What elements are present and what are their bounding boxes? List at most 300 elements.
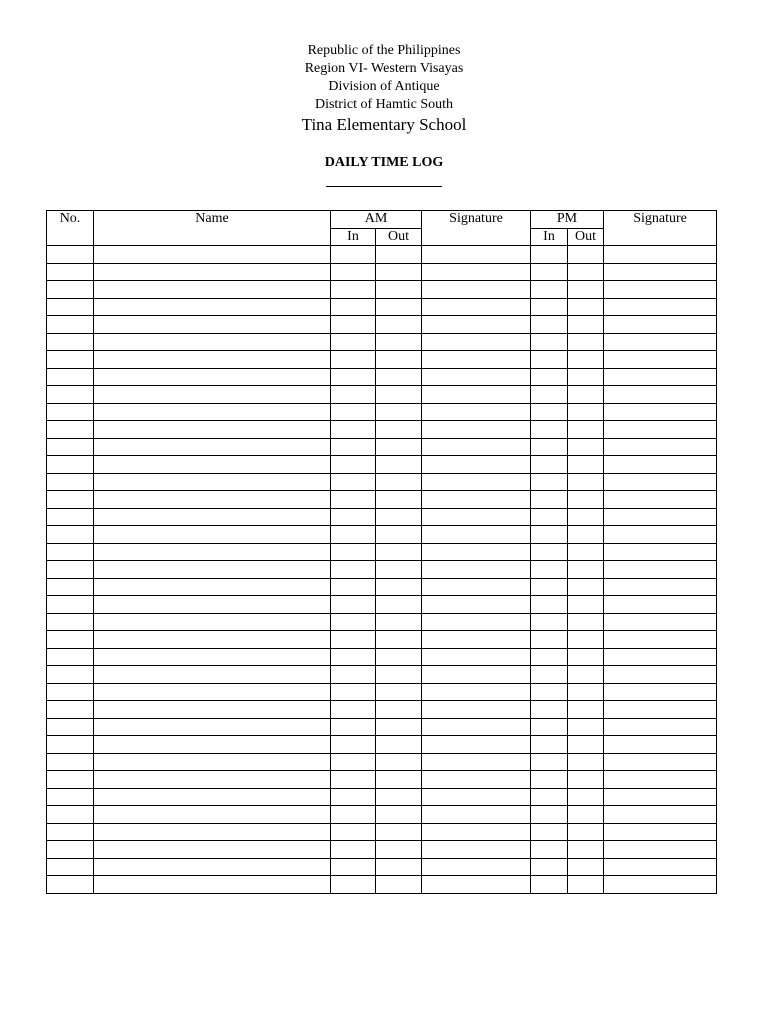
cell-am-in[interactable] — [331, 386, 376, 404]
cell-no[interactable] — [47, 316, 94, 334]
cell-name[interactable] — [94, 613, 331, 631]
cell-signature-am[interactable] — [422, 736, 531, 754]
cell-pm-in[interactable] — [531, 281, 568, 299]
cell-name[interactable] — [94, 753, 331, 771]
cell-signature-am[interactable] — [422, 666, 531, 684]
cell-pm-out[interactable] — [568, 403, 604, 421]
cell-signature-am[interactable] — [422, 281, 531, 299]
cell-signature-am[interactable] — [422, 806, 531, 824]
cell-name[interactable] — [94, 683, 331, 701]
cell-pm-in[interactable] — [531, 298, 568, 316]
cell-signature-pm[interactable] — [604, 876, 717, 894]
cell-signature-pm[interactable] — [604, 333, 717, 351]
cell-name[interactable] — [94, 421, 331, 439]
cell-no[interactable] — [47, 858, 94, 876]
cell-am-in[interactable] — [331, 753, 376, 771]
cell-am-out[interactable] — [376, 683, 422, 701]
cell-signature-pm[interactable] — [604, 421, 717, 439]
cell-signature-am[interactable] — [422, 841, 531, 859]
cell-signature-am[interactable] — [422, 648, 531, 666]
cell-pm-out[interactable] — [568, 543, 604, 561]
cell-pm-in[interactable] — [531, 788, 568, 806]
cell-signature-am[interactable] — [422, 683, 531, 701]
cell-pm-out[interactable] — [568, 421, 604, 439]
cell-pm-out[interactable] — [568, 683, 604, 701]
cell-signature-am[interactable] — [422, 718, 531, 736]
cell-name[interactable] — [94, 508, 331, 526]
cell-signature-pm[interactable] — [604, 858, 717, 876]
cell-am-out[interactable] — [376, 386, 422, 404]
cell-name[interactable] — [94, 561, 331, 579]
cell-name[interactable] — [94, 806, 331, 824]
cell-am-in[interactable] — [331, 858, 376, 876]
cell-name[interactable] — [94, 648, 331, 666]
cell-signature-am[interactable] — [422, 298, 531, 316]
cell-am-out[interactable] — [376, 368, 422, 386]
cell-pm-in[interactable] — [531, 316, 568, 334]
cell-am-in[interactable] — [331, 351, 376, 369]
cell-pm-in[interactable] — [531, 683, 568, 701]
cell-pm-in[interactable] — [531, 841, 568, 859]
cell-pm-out[interactable] — [568, 561, 604, 579]
cell-no[interactable] — [47, 526, 94, 544]
cell-am-in[interactable] — [331, 876, 376, 894]
cell-name[interactable] — [94, 333, 331, 351]
cell-signature-pm[interactable] — [604, 456, 717, 474]
cell-am-in[interactable] — [331, 823, 376, 841]
cell-am-out[interactable] — [376, 508, 422, 526]
cell-am-in[interactable] — [331, 578, 376, 596]
cell-signature-am[interactable] — [422, 263, 531, 281]
cell-no[interactable] — [47, 841, 94, 859]
cell-am-out[interactable] — [376, 771, 422, 789]
cell-signature-am[interactable] — [422, 491, 531, 509]
cell-am-out[interactable] — [376, 823, 422, 841]
cell-pm-out[interactable] — [568, 438, 604, 456]
cell-am-in[interactable] — [331, 421, 376, 439]
cell-name[interactable] — [94, 596, 331, 614]
cell-no[interactable] — [47, 351, 94, 369]
cell-am-in[interactable] — [331, 841, 376, 859]
cell-pm-out[interactable] — [568, 316, 604, 334]
cell-name[interactable] — [94, 246, 331, 264]
cell-am-in[interactable] — [331, 701, 376, 719]
cell-no[interactable] — [47, 543, 94, 561]
cell-no[interactable] — [47, 281, 94, 299]
cell-pm-out[interactable] — [568, 631, 604, 649]
cell-no[interactable] — [47, 666, 94, 684]
cell-am-out[interactable] — [376, 858, 422, 876]
cell-am-out[interactable] — [376, 456, 422, 474]
cell-pm-out[interactable] — [568, 666, 604, 684]
cell-name[interactable] — [94, 263, 331, 281]
cell-signature-pm[interactable] — [604, 473, 717, 491]
cell-signature-am[interactable] — [422, 701, 531, 719]
cell-pm-in[interactable] — [531, 858, 568, 876]
cell-signature-pm[interactable] — [604, 263, 717, 281]
cell-pm-out[interactable] — [568, 823, 604, 841]
cell-am-in[interactable] — [331, 596, 376, 614]
date-blank-line[interactable] — [326, 186, 442, 187]
cell-pm-in[interactable] — [531, 368, 568, 386]
cell-signature-pm[interactable] — [604, 386, 717, 404]
cell-am-out[interactable] — [376, 263, 422, 281]
cell-signature-pm[interactable] — [604, 368, 717, 386]
cell-pm-in[interactable] — [531, 718, 568, 736]
cell-pm-in[interactable] — [531, 613, 568, 631]
cell-signature-am[interactable] — [422, 316, 531, 334]
cell-signature-pm[interactable] — [604, 753, 717, 771]
cell-am-in[interactable] — [331, 543, 376, 561]
table-row — [47, 351, 717, 369]
cell-no[interactable] — [47, 263, 94, 281]
cell-signature-pm[interactable] — [604, 736, 717, 754]
cell-no[interactable] — [47, 753, 94, 771]
cell-pm-out[interactable] — [568, 648, 604, 666]
cell-am-in[interactable] — [331, 246, 376, 264]
cell-pm-out[interactable] — [568, 386, 604, 404]
cell-signature-am[interactable] — [422, 403, 531, 421]
cell-am-out[interactable] — [376, 753, 422, 771]
cell-pm-out[interactable] — [568, 613, 604, 631]
cell-no[interactable] — [47, 578, 94, 596]
cell-am-out[interactable] — [376, 351, 422, 369]
cell-signature-pm[interactable] — [604, 561, 717, 579]
cell-am-in[interactable] — [331, 613, 376, 631]
cell-name[interactable] — [94, 403, 331, 421]
cell-am-in[interactable] — [331, 333, 376, 351]
cell-name[interactable] — [94, 876, 331, 894]
cell-signature-pm[interactable] — [604, 683, 717, 701]
cell-signature-am[interactable] — [422, 508, 531, 526]
cell-am-in[interactable] — [331, 491, 376, 509]
cell-pm-out[interactable] — [568, 876, 604, 894]
cell-signature-am[interactable] — [422, 526, 531, 544]
cell-pm-in[interactable] — [531, 631, 568, 649]
cell-pm-in[interactable] — [531, 263, 568, 281]
cell-pm-out[interactable] — [568, 333, 604, 351]
cell-pm-out[interactable] — [568, 491, 604, 509]
cell-am-out[interactable] — [376, 841, 422, 859]
cell-signature-pm[interactable] — [604, 771, 717, 789]
cell-am-out[interactable] — [376, 316, 422, 334]
cell-signature-pm[interactable] — [604, 701, 717, 719]
cell-signature-am[interactable] — [422, 771, 531, 789]
cell-am-in[interactable] — [331, 788, 376, 806]
cell-name[interactable] — [94, 666, 331, 684]
cell-pm-out[interactable] — [568, 736, 604, 754]
cell-name[interactable] — [94, 736, 331, 754]
cell-pm-in[interactable] — [531, 508, 568, 526]
cell-signature-pm[interactable] — [604, 281, 717, 299]
cell-pm-out[interactable] — [568, 718, 604, 736]
cell-pm-out[interactable] — [568, 858, 604, 876]
cell-am-in[interactable] — [331, 403, 376, 421]
cell-pm-out[interactable] — [568, 771, 604, 789]
cell-signature-am[interactable] — [422, 561, 531, 579]
cell-am-out[interactable] — [376, 403, 422, 421]
cell-no[interactable] — [47, 333, 94, 351]
cell-signature-pm[interactable] — [604, 316, 717, 334]
cell-am-in[interactable] — [331, 473, 376, 491]
cell-am-out[interactable] — [376, 648, 422, 666]
cell-name[interactable] — [94, 491, 331, 509]
cell-pm-in[interactable] — [531, 403, 568, 421]
cell-no[interactable] — [47, 386, 94, 404]
cell-am-in[interactable] — [331, 298, 376, 316]
cell-pm-out[interactable] — [568, 788, 604, 806]
cell-am-in[interactable] — [331, 771, 376, 789]
cell-pm-out[interactable] — [568, 596, 604, 614]
cell-signature-pm[interactable] — [604, 578, 717, 596]
cell-am-out[interactable] — [376, 701, 422, 719]
table-row — [47, 508, 717, 526]
cell-pm-in[interactable] — [531, 876, 568, 894]
cell-signature-am[interactable] — [422, 578, 531, 596]
cell-pm-in[interactable] — [531, 333, 568, 351]
cell-pm-out[interactable] — [568, 246, 604, 264]
cell-signature-am[interactable] — [422, 368, 531, 386]
cell-name[interactable] — [94, 823, 331, 841]
cell-am-in[interactable] — [331, 561, 376, 579]
cell-pm-in[interactable] — [531, 491, 568, 509]
cell-pm-in[interactable] — [531, 806, 568, 824]
cell-name[interactable] — [94, 788, 331, 806]
cell-name[interactable] — [94, 578, 331, 596]
cell-pm-out[interactable] — [568, 368, 604, 386]
cell-pm-in[interactable] — [531, 578, 568, 596]
cell-am-out[interactable] — [376, 561, 422, 579]
cell-am-in[interactable] — [331, 806, 376, 824]
cell-am-in[interactable] — [331, 526, 376, 544]
cell-pm-in[interactable] — [531, 543, 568, 561]
cell-signature-pm[interactable] — [604, 648, 717, 666]
cell-pm-out[interactable] — [568, 841, 604, 859]
cell-signature-pm[interactable] — [604, 246, 717, 264]
cell-signature-am[interactable] — [422, 543, 531, 561]
cell-signature-am[interactable] — [422, 246, 531, 264]
cell-signature-pm[interactable] — [604, 526, 717, 544]
cell-signature-pm[interactable] — [604, 543, 717, 561]
cell-signature-pm[interactable] — [604, 491, 717, 509]
cell-am-in[interactable] — [331, 736, 376, 754]
cell-am-in[interactable] — [331, 683, 376, 701]
cell-no[interactable] — [47, 876, 94, 894]
cell-am-out[interactable] — [376, 246, 422, 264]
cell-pm-in[interactable] — [531, 456, 568, 474]
cell-signature-am[interactable] — [422, 631, 531, 649]
cell-signature-pm[interactable] — [604, 351, 717, 369]
cell-name[interactable] — [94, 316, 331, 334]
cell-am-out[interactable] — [376, 718, 422, 736]
cell-am-out[interactable] — [376, 631, 422, 649]
cell-signature-am[interactable] — [422, 438, 531, 456]
cell-no[interactable] — [47, 473, 94, 491]
cell-signature-pm[interactable] — [604, 298, 717, 316]
cell-no[interactable] — [47, 246, 94, 264]
cell-pm-out[interactable] — [568, 753, 604, 771]
cell-pm-out[interactable] — [568, 263, 604, 281]
cell-am-in[interactable] — [331, 456, 376, 474]
cell-pm-in[interactable] — [531, 421, 568, 439]
cell-signature-am[interactable] — [422, 613, 531, 631]
cell-no[interactable] — [47, 701, 94, 719]
cell-am-out[interactable] — [376, 788, 422, 806]
cell-signature-pm[interactable] — [604, 788, 717, 806]
cell-name[interactable] — [94, 718, 331, 736]
cell-no[interactable] — [47, 823, 94, 841]
cell-pm-out[interactable] — [568, 456, 604, 474]
cell-signature-pm[interactable] — [604, 841, 717, 859]
cell-signature-pm[interactable] — [604, 596, 717, 614]
cell-signature-pm[interactable] — [604, 718, 717, 736]
cell-no[interactable] — [47, 648, 94, 666]
cell-no[interactable] — [47, 806, 94, 824]
cell-am-in[interactable] — [331, 631, 376, 649]
cell-pm-out[interactable] — [568, 508, 604, 526]
cell-am-in[interactable] — [331, 263, 376, 281]
cell-am-out[interactable] — [376, 666, 422, 684]
cell-no[interactable] — [47, 788, 94, 806]
cell-name[interactable] — [94, 526, 331, 544]
cell-name[interactable] — [94, 858, 331, 876]
cell-am-out[interactable] — [376, 298, 422, 316]
cell-pm-out[interactable] — [568, 526, 604, 544]
cell-pm-out[interactable] — [568, 281, 604, 299]
cell-no[interactable] — [47, 631, 94, 649]
cell-name[interactable] — [94, 771, 331, 789]
cell-signature-pm[interactable] — [604, 631, 717, 649]
cell-no[interactable] — [47, 613, 94, 631]
cell-am-out[interactable] — [376, 281, 422, 299]
cell-am-out[interactable] — [376, 806, 422, 824]
cell-am-in[interactable] — [331, 718, 376, 736]
cell-am-out[interactable] — [376, 491, 422, 509]
cell-pm-out[interactable] — [568, 351, 604, 369]
cell-signature-am[interactable] — [422, 876, 531, 894]
cell-signature-am[interactable] — [422, 386, 531, 404]
cell-signature-am[interactable] — [422, 753, 531, 771]
cell-pm-in[interactable] — [531, 771, 568, 789]
cell-am-out[interactable] — [376, 736, 422, 754]
cell-am-out[interactable] — [376, 473, 422, 491]
cell-no[interactable] — [47, 596, 94, 614]
cell-signature-pm[interactable] — [604, 613, 717, 631]
cell-am-in[interactable] — [331, 281, 376, 299]
cell-pm-out[interactable] — [568, 473, 604, 491]
cell-signature-am[interactable] — [422, 333, 531, 351]
cell-am-in[interactable] — [331, 508, 376, 526]
cell-am-out[interactable] — [376, 596, 422, 614]
cell-name[interactable] — [94, 631, 331, 649]
cell-signature-am[interactable] — [422, 351, 531, 369]
cell-pm-in[interactable] — [531, 438, 568, 456]
cell-pm-in[interactable] — [531, 753, 568, 771]
cell-signature-pm[interactable] — [604, 508, 717, 526]
cell-name[interactable] — [94, 473, 331, 491]
cell-am-out[interactable] — [376, 578, 422, 596]
cell-name[interactable] — [94, 298, 331, 316]
cell-pm-in[interactable] — [531, 666, 568, 684]
cell-am-out[interactable] — [376, 421, 422, 439]
cell-signature-pm[interactable] — [604, 438, 717, 456]
cell-no[interactable] — [47, 421, 94, 439]
cell-no[interactable] — [47, 561, 94, 579]
cell-signature-am[interactable] — [422, 596, 531, 614]
cell-pm-in[interactable] — [531, 246, 568, 264]
cell-no[interactable] — [47, 491, 94, 509]
cell-am-in[interactable] — [331, 316, 376, 334]
cell-signature-am[interactable] — [422, 473, 531, 491]
cell-signature-am[interactable] — [422, 788, 531, 806]
cell-signature-pm[interactable] — [604, 666, 717, 684]
cell-no[interactable] — [47, 771, 94, 789]
cell-no[interactable] — [47, 508, 94, 526]
cell-signature-am[interactable] — [422, 456, 531, 474]
cell-name[interactable] — [94, 386, 331, 404]
cell-am-in[interactable] — [331, 666, 376, 684]
cell-signature-pm[interactable] — [604, 403, 717, 421]
cell-pm-in[interactable] — [531, 351, 568, 369]
cell-am-in[interactable] — [331, 368, 376, 386]
cell-pm-in[interactable] — [531, 648, 568, 666]
cell-pm-out[interactable] — [568, 701, 604, 719]
cell-signature-am[interactable] — [422, 421, 531, 439]
cell-pm-in[interactable] — [531, 386, 568, 404]
cell-pm-out[interactable] — [568, 806, 604, 824]
cell-pm-in[interactable] — [531, 823, 568, 841]
cell-name[interactable] — [94, 351, 331, 369]
cell-am-out[interactable] — [376, 543, 422, 561]
cell-pm-out[interactable] — [568, 578, 604, 596]
cell-no[interactable] — [47, 683, 94, 701]
cell-am-out[interactable] — [376, 613, 422, 631]
cell-pm-in[interactable] — [531, 701, 568, 719]
cell-am-in[interactable] — [331, 648, 376, 666]
cell-name[interactable] — [94, 701, 331, 719]
cell-name[interactable] — [94, 543, 331, 561]
cell-name[interactable] — [94, 841, 331, 859]
cell-signature-pm[interactable] — [604, 823, 717, 841]
table-row — [47, 718, 717, 736]
cell-name[interactable] — [94, 368, 331, 386]
cell-am-out[interactable] — [376, 333, 422, 351]
cell-name[interactable] — [94, 438, 331, 456]
cell-no[interactable] — [47, 718, 94, 736]
cell-am-out[interactable] — [376, 526, 422, 544]
cell-am-out[interactable] — [376, 438, 422, 456]
cell-no[interactable] — [47, 298, 94, 316]
cell-signature-am[interactable] — [422, 823, 531, 841]
cell-pm-in[interactable] — [531, 561, 568, 579]
cell-pm-in[interactable] — [531, 473, 568, 491]
cell-no[interactable] — [47, 368, 94, 386]
cell-no[interactable] — [47, 438, 94, 456]
cell-no[interactable] — [47, 736, 94, 754]
cell-pm-out[interactable] — [568, 298, 604, 316]
cell-pm-in[interactable] — [531, 736, 568, 754]
cell-signature-am[interactable] — [422, 858, 531, 876]
cell-am-out[interactable] — [376, 876, 422, 894]
cell-am-in[interactable] — [331, 438, 376, 456]
cell-no[interactable] — [47, 403, 94, 421]
cell-name[interactable] — [94, 456, 331, 474]
cell-pm-in[interactable] — [531, 596, 568, 614]
cell-name[interactable] — [94, 281, 331, 299]
cell-pm-in[interactable] — [531, 526, 568, 544]
cell-no[interactable] — [47, 456, 94, 474]
cell-signature-pm[interactable] — [604, 806, 717, 824]
